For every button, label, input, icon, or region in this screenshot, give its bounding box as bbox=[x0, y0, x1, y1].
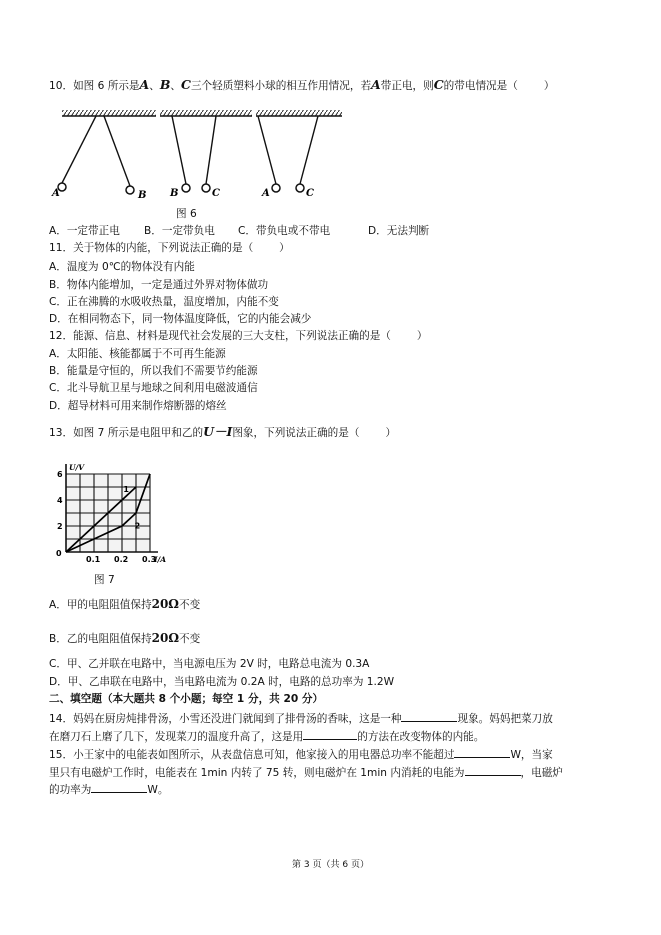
q10-option-b: B．一定带负电 bbox=[144, 225, 215, 237]
fig6-label: B bbox=[170, 188, 179, 199]
q12-option-a: A．太阳能、核能都属于不可再生能源 bbox=[49, 348, 226, 360]
chart-y-tick-label: 2 bbox=[57, 522, 63, 531]
q15-line-3: 的功率为 W。 bbox=[49, 781, 168, 797]
ball-b-symbol: B bbox=[159, 77, 171, 92]
q13-option-a: A．甲的电阻阻值保持20Ω不变 bbox=[49, 597, 201, 611]
q12-option-c: C．北斗导航卫星与地球之间利用电磁波通信 bbox=[49, 382, 258, 394]
q11-option-d: D．在相同物态下，同一物体温度降低，它的内能会减少 bbox=[49, 313, 312, 325]
chart-y-tick-label: 4 bbox=[57, 496, 63, 505]
q12-option-d: D．超导材料可用来制作熔断器的熔丝 bbox=[49, 400, 227, 412]
section-2-title: 二、填空题（本大题共 8 个小题；每空 1 分，共 20 分） bbox=[49, 693, 324, 705]
chart-x-tick-label: 0.1 bbox=[86, 555, 101, 564]
chart-y-tick-label: 6 bbox=[57, 470, 63, 479]
figure-7-ui-chart bbox=[52, 450, 182, 570]
fig6-label: A bbox=[52, 188, 60, 199]
fig6-label: C bbox=[212, 188, 220, 199]
q13-option-d: D．甲、乙串联在电路中，当电路电流为 0.2A 时，电路的总功率为 1.2W bbox=[49, 676, 395, 688]
q12-option-b: B．能量是守恒的，所以我们不需要节约能源 bbox=[49, 365, 258, 377]
q13-option-c: C．甲、乙并联在电路中，当电源电压为 2V 时，电路总电流为 0.3A bbox=[49, 658, 370, 670]
q15-blank-1[interactable] bbox=[454, 746, 510, 758]
fig6-label: B bbox=[138, 190, 147, 201]
q10-options bbox=[49, 224, 429, 238]
chart-y-axis-label: U/V bbox=[69, 463, 85, 472]
q11-option-b: B．物体内能增加，一定是通过外界对物体做功 bbox=[49, 279, 269, 291]
q14-line-1: 14．妈妈在厨房炖排骨汤，小雪还没进门就闻到了排骨汤的香味，这是一种 现象。妈妈把菜刀放 bbox=[49, 710, 553, 726]
figure-7-caption: 图 7 bbox=[94, 574, 115, 586]
q11-option-a: A．温度为 0℃的物体没有内能 bbox=[49, 261, 195, 273]
chart-x-tick-label: 0.3 bbox=[142, 555, 157, 564]
q13-stem: 13．如图 7 所示是电阻甲和乙的U－I图象，下列说法正确的是（ ） bbox=[49, 424, 397, 439]
q11-option-c: C．正在沸腾的水吸收热量，温度增加，内能不变 bbox=[49, 296, 279, 308]
figure-6-pendulums bbox=[50, 100, 350, 210]
q13-option-b: B．乙的电阻阻值保持20Ω不变 bbox=[49, 631, 201, 645]
q15-line-2: 里只有电磁炉工作时，电能表在 1min 内转了 75 转，则电磁炉在 1min 内消耗的电能为 ，电磁炉 bbox=[49, 764, 563, 780]
u-i-symbol: U－I bbox=[203, 424, 233, 439]
figure-6-caption: 图 6 bbox=[176, 208, 197, 220]
q10-option-a: A．一定带正电 bbox=[49, 225, 120, 237]
q10-stem: 10．如图 6 所示是A、B、C三个轻质塑料小球的相互作用情况，若A带正电，则C的带电情况是（ ） bbox=[49, 77, 555, 92]
chart-x-tick-label: 0.2 bbox=[114, 555, 129, 564]
q14-line-2: 在磨刀石上磨了几下，发现菜刀的温度升高了，这是用 的方法在改变物体的内能。 bbox=[49, 728, 484, 744]
page-footer: 第 3 页（共 6 页） bbox=[292, 860, 369, 870]
q11-stem: 11．关于物体的内能，下列说法正确的是（ ） bbox=[49, 242, 290, 254]
chart-origin-label: 0 bbox=[56, 549, 62, 558]
chart-x-axis-label: I/A bbox=[154, 555, 167, 564]
chart-series-label: 2 bbox=[134, 521, 141, 531]
q10-option-d: D．无法判断 bbox=[368, 225, 430, 237]
fig6-label: C bbox=[306, 188, 314, 199]
ball-a-symbol: A bbox=[139, 77, 150, 92]
fig6-label: A bbox=[262, 188, 270, 199]
chart-series-label: 1 bbox=[123, 485, 129, 495]
q14-blank-2[interactable] bbox=[303, 728, 357, 740]
q15-blank-3[interactable] bbox=[91, 781, 147, 793]
q10-option-c: C．带负电或不带电 bbox=[238, 225, 331, 237]
q15-blank-2[interactable] bbox=[465, 764, 521, 776]
q12-stem: 12．能源、信息、材料是现代社会发展的三大支柱，下列说法正确的是（ ） bbox=[49, 330, 428, 342]
q15-line-1: 15．小王家中的电能表如图所示，从表盘信息可知，他家接入的用电器总功率不能超过 W，当家 bbox=[49, 746, 553, 762]
ball-c-symbol: C bbox=[181, 77, 191, 92]
q14-blank-1[interactable] bbox=[401, 710, 457, 722]
